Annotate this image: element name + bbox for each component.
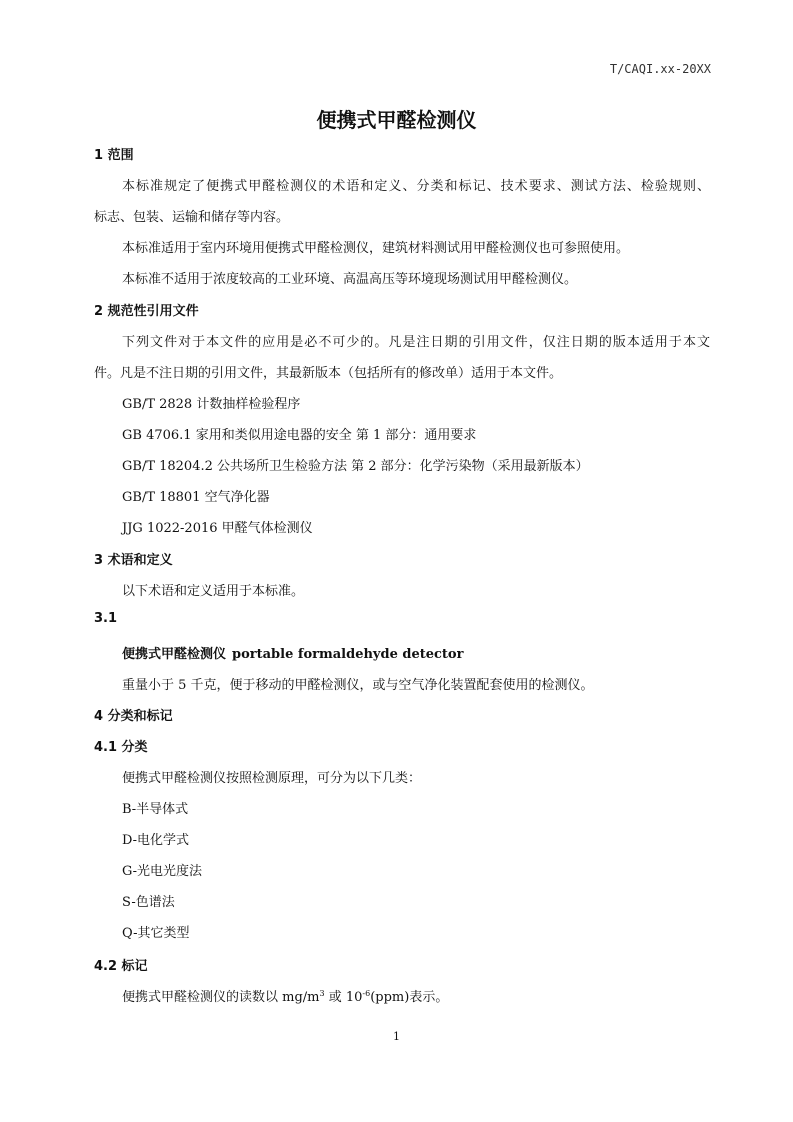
term-definition: 重量小于 5 千克，便于移动的甲醛检测仪，或与空气净化装置配套使用的检测仪。: [122, 678, 594, 693]
subsection-4-2-text: [122, 986, 448, 1005]
type-item: S-色谱法: [122, 895, 175, 910]
term-english: portable formaldehyde detector: [232, 647, 464, 662]
section-2-para-1-line-2: 件。凡是不注日期的引用文件，其最新版本（包括所有的修改单）适用于本文件。: [94, 366, 563, 381]
section-3-heading: 3 术语和定义: [94, 553, 173, 568]
section-1-para-2: 本标准适用于室内环境用便携式甲醛检测仪，建筑材料测试用甲醛检测仪也可参照使用。: [122, 241, 630, 256]
section-1-para-1-line-1: 本标准规定了便携式甲醛检测仪的术语和定义、分类和标记、技术要求、测试方法、检验规则、: [122, 179, 710, 194]
section-1-para-1-line-2: 标志、包装、运输和储存等内容。: [94, 210, 290, 225]
subsection-4-1-intro: 便携式甲醛检测仪按照检测原理，可分为以下几类：: [122, 771, 422, 786]
page-number: 1: [393, 1030, 400, 1043]
reference-item: GB/T 18204.2 公共场所卫生检验方法 第 2 部分：化学污染物（采用最新版本）: [122, 459, 589, 474]
type-item: D-电化学式: [122, 833, 190, 848]
type-item: Q-其它类型: [122, 926, 190, 941]
unit-sup-neg6: -6: [362, 989, 371, 998]
reference-item: GB/T 2828 计数抽样检验程序: [122, 397, 301, 412]
unit-sup-3: 3: [319, 989, 325, 998]
subsection-4-2-heading: 4.2 标记: [94, 959, 148, 974]
unit-text-pre: 便携式甲醛检测仪的读数以 mg/m: [122, 990, 320, 1005]
section-4-heading: 4 分类和标记: [94, 709, 173, 724]
page-title: 便携式甲醛检测仪: [316, 108, 477, 132]
section-3-para-1: 以下术语和定义适用于本标准。: [122, 584, 305, 599]
unit-text-mid: 或 10: [324, 990, 363, 1005]
reference-item: JJG 1022-2016 甲醛气体检测仪: [122, 521, 313, 536]
type-item: G-光电光度法: [122, 864, 203, 879]
section-1-heading: 1 范围: [94, 148, 134, 163]
section-2-heading: 2 规范性引用文件: [94, 304, 199, 319]
section-2-para-1-line-1: 下列文件对于本文件的应用是必不可少的。凡是注日期的引用文件，仅注日期的版本适用于本文: [122, 335, 710, 350]
term-chinese: 便携式甲醛检测仪: [122, 647, 227, 662]
type-item: B-半导体式: [122, 802, 189, 817]
section-1-para-3: 本标准不适用于浓度较高的工业环境、高温高压等环境现场测试用甲醛检测仪。: [122, 272, 578, 287]
term-entry: [122, 643, 463, 662]
document-code: T/CAQI.xx-20XX: [609, 62, 711, 76]
subsection-3-1-number: 3.1: [94, 611, 118, 626]
subsection-4-1-heading: 4.1 分类: [94, 740, 148, 755]
reference-item: GB/T 18801 空气净化器: [122, 490, 270, 505]
unit-text-post: (ppm)表示。: [370, 990, 449, 1005]
reference-item: GB 4706.1 家用和类似用途电器的安全 第 1 部分：通用要求: [122, 428, 477, 443]
